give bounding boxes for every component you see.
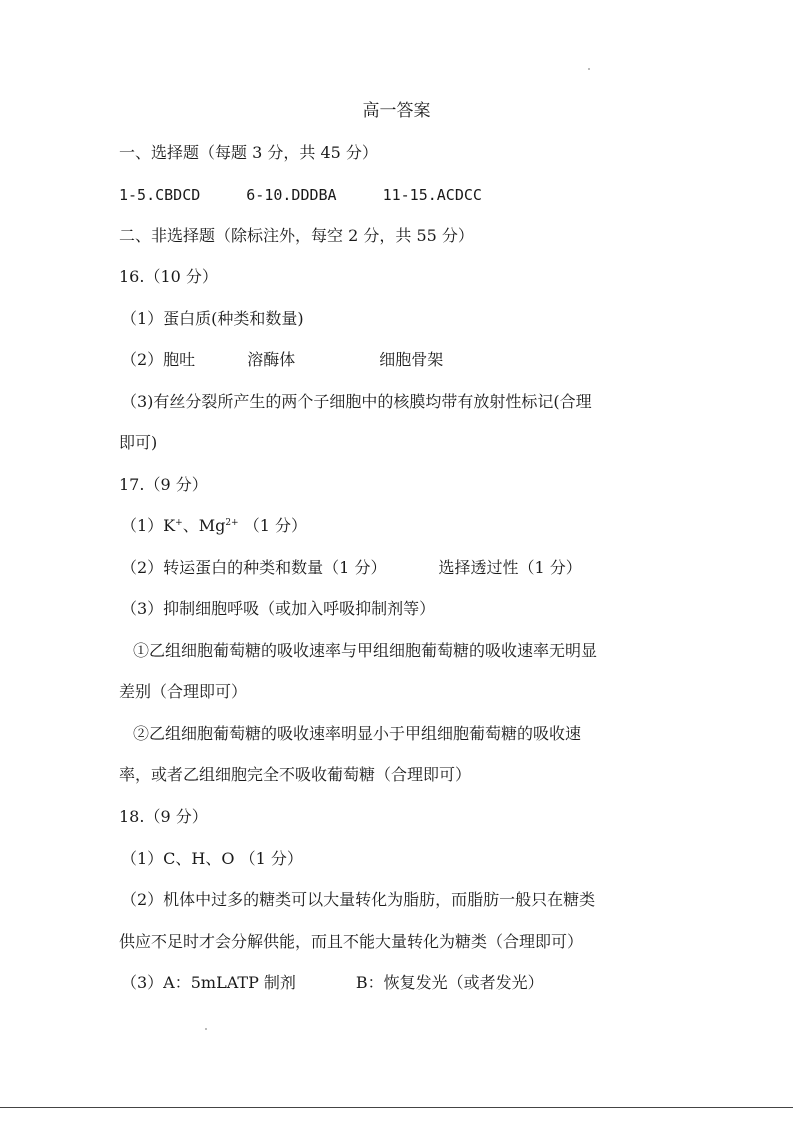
q16-heading: 16.（10 分）: [119, 267, 218, 286]
scan-speck-top: [588, 68, 590, 70]
q18-answer-2-line2: 供应不足时才会分解供能，而且不能大量转化为糖类（合理即可）: [119, 932, 584, 951]
q16-answer-2-b: 溶酶体: [247, 350, 296, 369]
q17-answer-1-mid: 、Mg: [182, 516, 226, 535]
section2-heading: 二、非选择题（除标注外，每空 2 分，共 55 分）: [119, 226, 474, 245]
q16-answer-3-line2: 即可): [119, 433, 158, 452]
q18-heading: 18.（9 分）: [119, 807, 208, 826]
q17-answer-2-b: 选择透过性（1 分）: [438, 558, 582, 577]
q17-case-2-line1: ②乙组细胞葡萄糖的吸收速率明显小于甲组细胞葡萄糖的吸收速: [133, 724, 582, 743]
q16-answer-1: （1）蛋白质(种类和数量): [121, 309, 304, 328]
q18-answer-3-a: （3）A：5mLATP 制剂: [121, 973, 296, 992]
q17-answer-1-suffix: （1 分）: [238, 516, 307, 535]
q18-answer-3-b: B：恢复发光（或者发光）: [355, 973, 544, 992]
q16-answer-3-line1: （3)有丝分裂所产生的两个子细胞中的核膜均带有放射性标记(合理: [121, 392, 592, 411]
q17-answer-2: [121, 558, 582, 578]
mc-answers-11-15: 11-15.ACDCC: [382, 186, 482, 204]
page-title: 高一答案: [362, 101, 431, 121]
mg-ion-charge: 2+: [225, 518, 239, 528]
q18-answer-1: （1）C、H、O （1 分）: [121, 849, 303, 868]
page-bottom-rule: [0, 1107, 793, 1108]
mc-answers-6-10: 6-10.DDDBA: [246, 186, 337, 204]
q17-answer-1-prefix: （1）K: [121, 516, 176, 535]
section1-heading: 一、选择题（每题 3 分，共 45 分）: [119, 143, 378, 162]
k-ion-charge: +: [175, 518, 183, 528]
q16-answer-2-a: （2）胞吐: [121, 350, 196, 369]
q16-answer-2: [121, 350, 443, 370]
q17-answer-2-a: （2）转运蛋白的种类和数量（1 分）: [121, 558, 387, 577]
q18-answer-3: [121, 973, 544, 993]
q17-answer-1: [121, 516, 307, 536]
scan-speck-bottom: [205, 1028, 207, 1030]
q17-case-2-line2: 率，或者乙组细胞完全不吸收葡萄糖（合理即可）: [119, 765, 472, 784]
q16-answer-2-c: 细胞骨架: [379, 350, 444, 369]
q17-heading: 17.（9 分）: [119, 475, 208, 494]
mc-answers-1-5: 1-5.CBDCD: [119, 186, 201, 204]
q17-answer-3: （3）抑制细胞呼吸（或加入呼吸抑制剂等）: [121, 599, 436, 618]
mc-answers-row: [119, 185, 482, 205]
q17-case-1-line1: ①乙组细胞葡萄糖的吸收速率与甲组细胞葡萄糖的吸收速率无明显: [133, 641, 598, 660]
q17-case-1-line2: 差别（合理即可）: [119, 682, 248, 701]
q18-answer-2-line1: （2）机体中过多的糖类可以大量转化为脂肪，而脂肪一般只在糖类: [121, 890, 596, 909]
